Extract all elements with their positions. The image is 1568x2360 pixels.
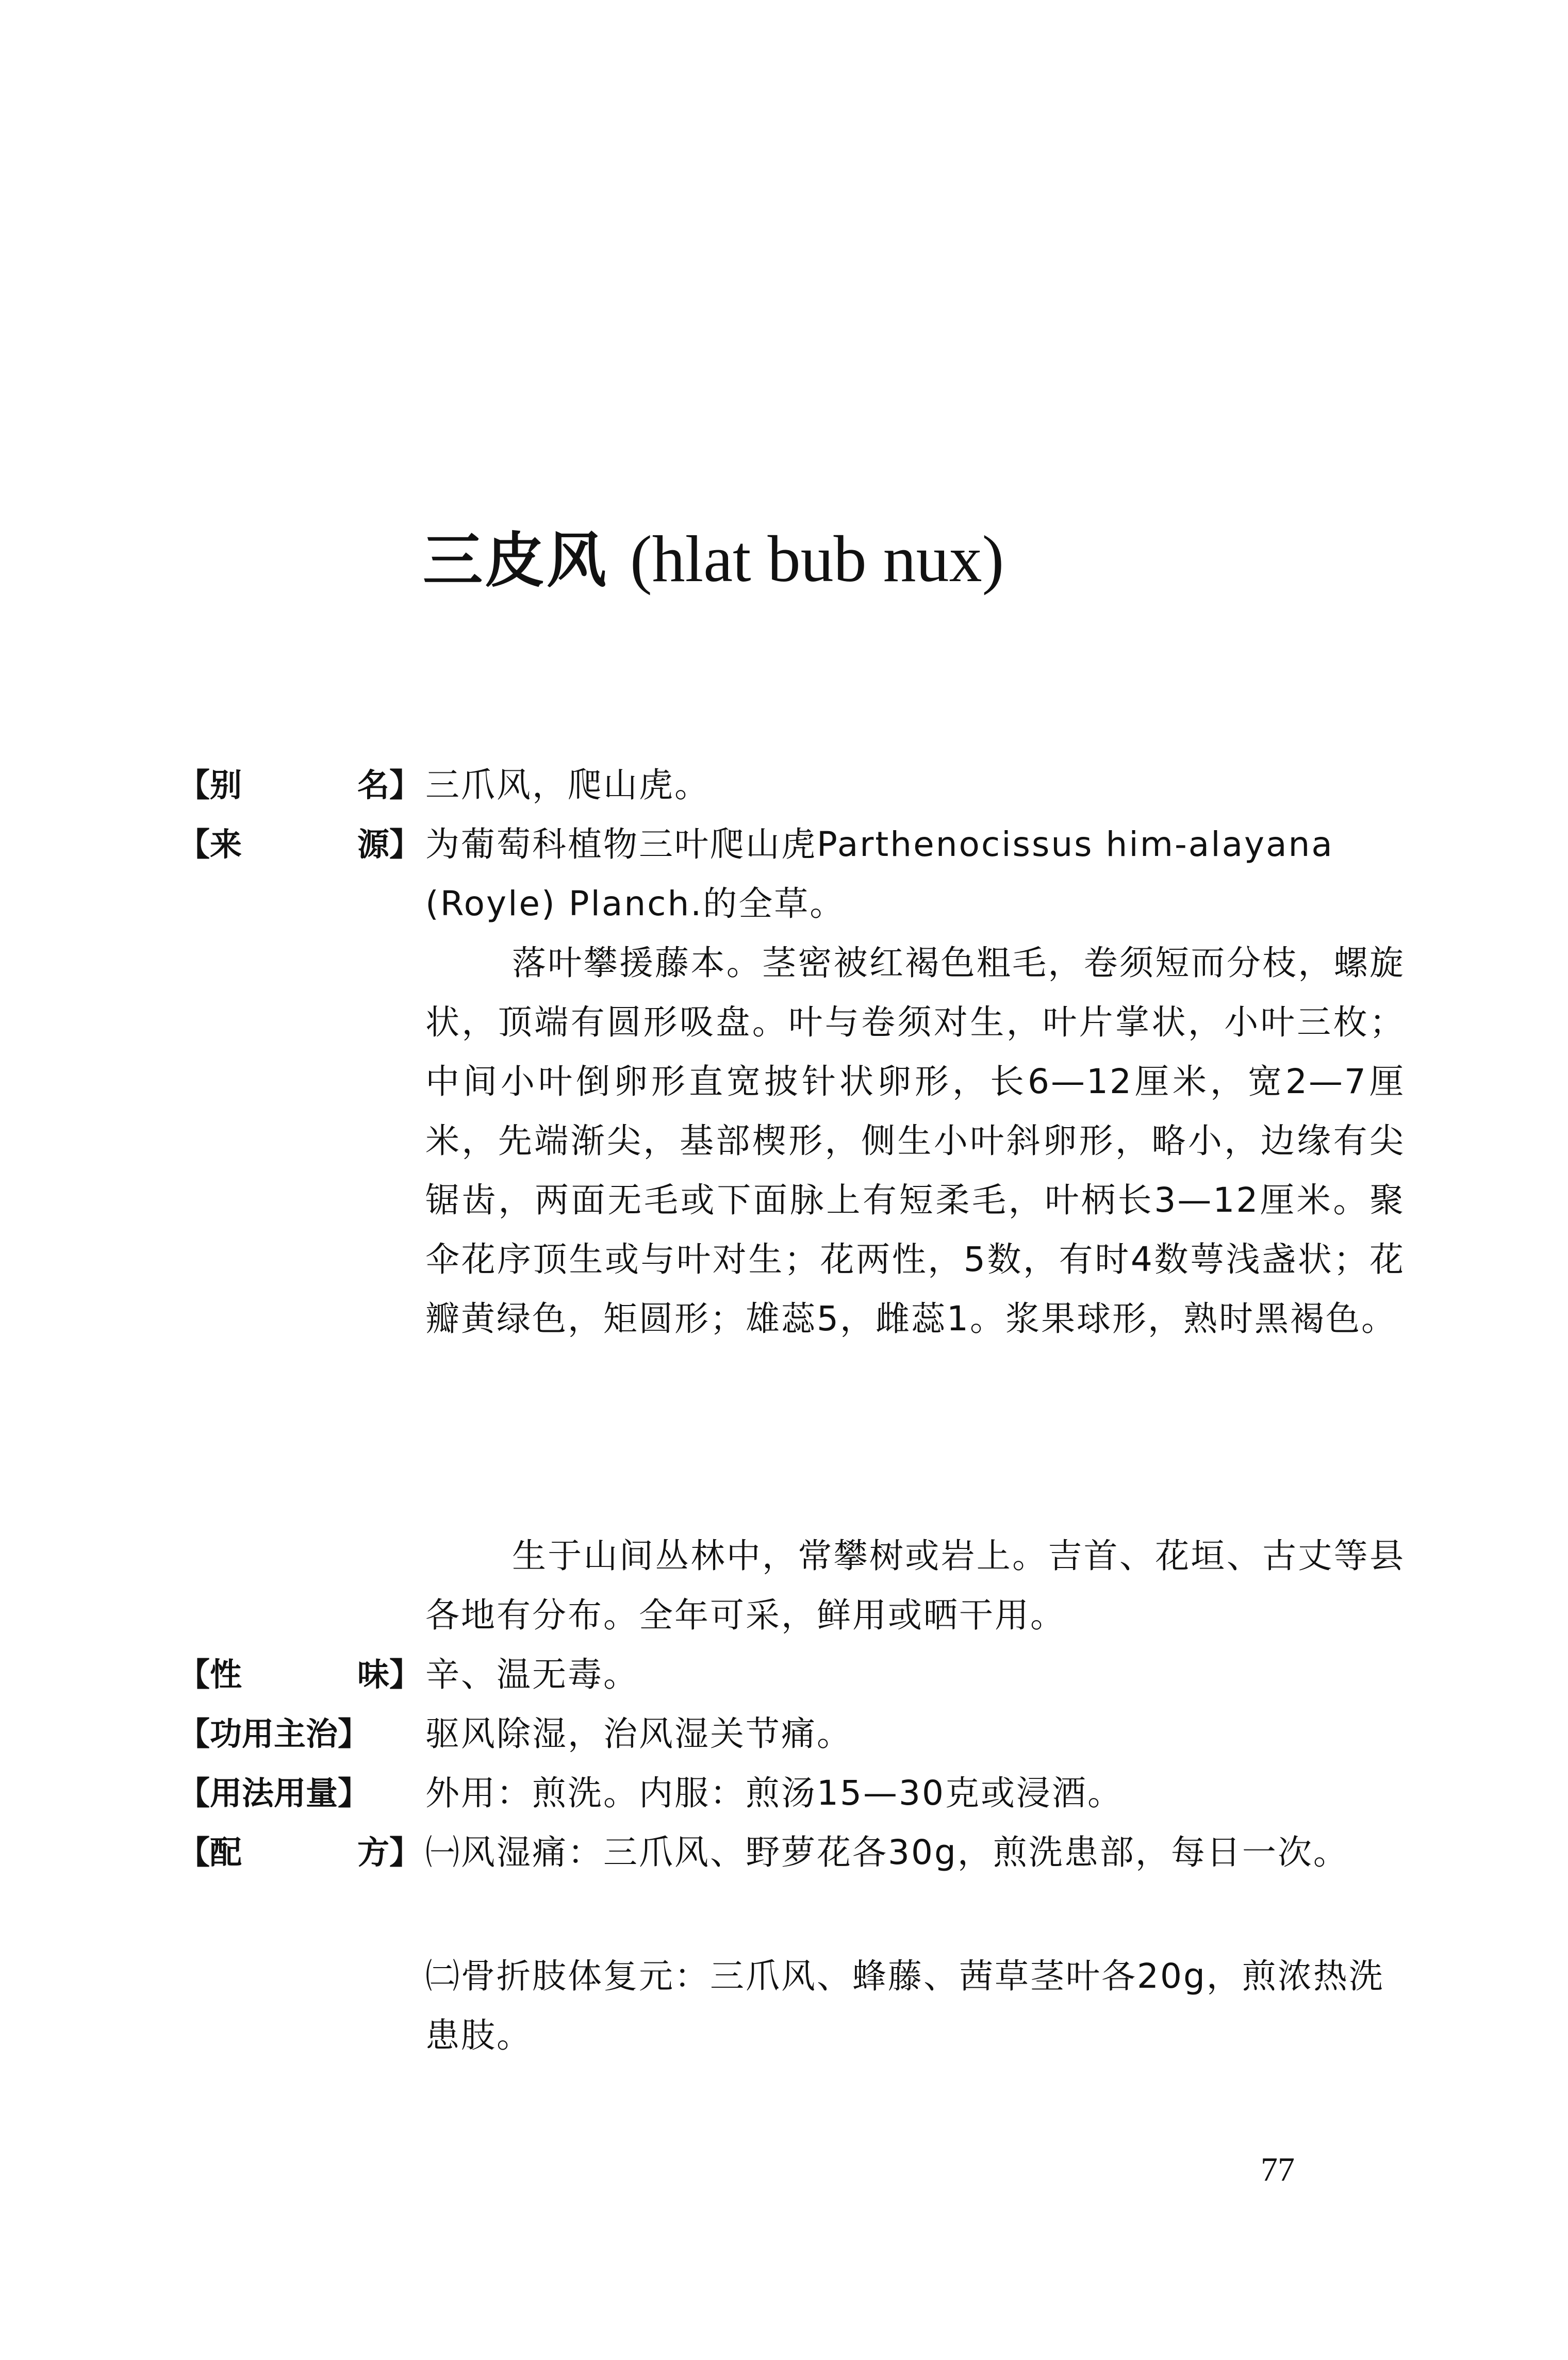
dosage-text: 外用：煎洗。内服：煎汤15—30克或浸酒。 — [425, 1773, 1123, 1813]
label-alias: 【别 名】 — [178, 766, 421, 804]
entry-source — [178, 815, 1405, 933]
label-source: 【来 源】 — [178, 826, 421, 863]
description-paragraph: 落叶攀援藤本。茎密被红褐色粗毛，卷须短而分枝，螺旋状，顶端有圆形吸盘。叶与卷须对生，叶片掌状，小叶三枚；中间小叶倒卵形直宽披针状卵形，长6—12厘米，宽2—7厘米，先端渐尖，基部楔形，侧生小叶斜卵形，略小，边缘有尖锯齿，两面无毛或下面脉上有短柔毛，叶柄长3—12厘米。聚伞花序顶生或与叶对生；花两性，5数，有时4数萼浅盏状；花瓣黄绿色，矩圆形；雄蕊5，雌蕊1。浆果球形，熟时黑褐色。 — [425, 943, 1405, 1339]
title-chinese: 三皮风 — [423, 526, 608, 596]
title-romanized: (hlat bub nux) — [630, 522, 1004, 596]
source-text: 为葡萄科植物三叶爬山虎Parthenocissus him-alayana (Royle) Planch.的全草。 — [425, 824, 1334, 923]
label-function: 【功用主治】 — [178, 1715, 370, 1753]
function-text: 驱风除湿，治风湿关节痛。 — [425, 1714, 852, 1754]
habitat-paragraph: 生于山间丛林中，常攀树或岩上。吉首、花垣、古丈等县各地有分布。全年可采，鲜用或晒干用。 — [425, 1536, 1405, 1635]
label-dosage: 【用法用量】 — [178, 1774, 370, 1812]
prescription-2-text: ㈡骨折肢体复元：三爪风、蜂藤、茜草茎叶各20g，煎浓热洗患肢。 — [425, 1956, 1384, 2055]
entry-dosage — [178, 1763, 1405, 1823]
taste-text: 辛、温无毒。 — [425, 1655, 639, 1694]
alias-text: 三爪风，爬山虎。 — [425, 765, 710, 805]
entry-taste — [178, 1645, 1405, 1704]
entry-function — [178, 1704, 1405, 1763]
entry-alias — [178, 755, 1405, 815]
page-number: 77 — [1261, 2151, 1295, 2188]
entry-prescription — [178, 1823, 1405, 1882]
label-prescription: 【配 方】 — [178, 1834, 421, 1871]
prescription-1-text: ㈠风湿痛：三爪风、野萝花各30g，煎洗患部，每日一次。 — [425, 1833, 1349, 1872]
label-taste: 【性 味】 — [178, 1656, 421, 1693]
page-title — [423, 522, 1004, 596]
